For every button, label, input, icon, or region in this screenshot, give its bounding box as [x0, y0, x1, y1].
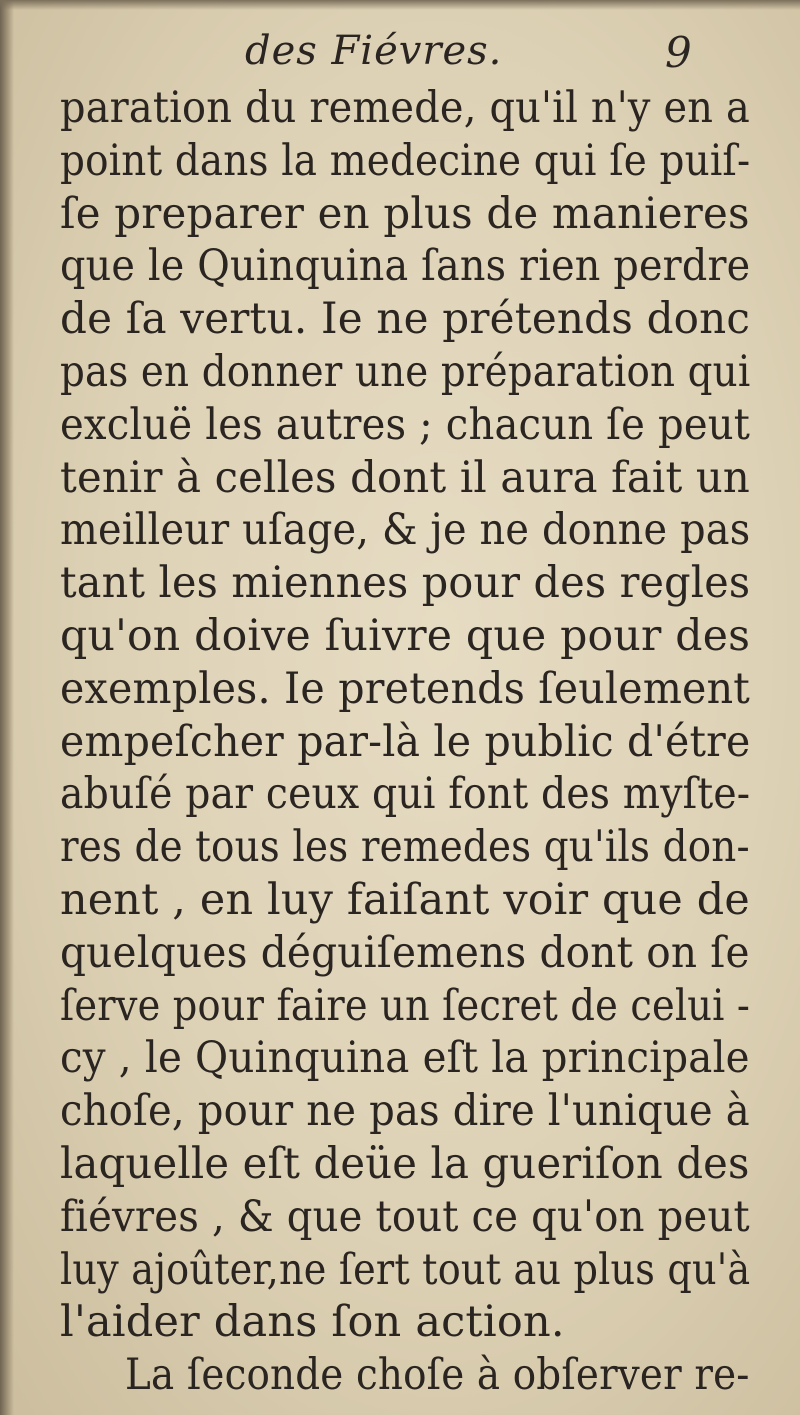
text-line: cy , le Quinquina eſt la principale	[60, 1033, 750, 1084]
text-line: ſe preparer en plus de manieres	[60, 188, 750, 239]
text-line: pas en donner une préparation qui	[60, 346, 751, 397]
text-line: tant les miennes pour des regles	[60, 558, 751, 609]
text-line: res de tous les remedes qu'ils don-	[60, 822, 750, 873]
text-line: abuſé par ceux qui font des myſte-	[60, 769, 751, 820]
text-line: empeſcher par-là le public d'étre	[60, 716, 751, 767]
running-title: des Fiévres.	[245, 28, 503, 74]
page-number: 9	[665, 28, 692, 77]
body-text	[60, 82, 750, 1402]
text-line-paragraph-start: La ſeconde choſe à obſerver re-	[125, 1350, 750, 1401]
text-line: exemples. Ie pretends ſeulement	[60, 663, 751, 714]
text-line: de ſa vertu. Ie ne prétends donc	[60, 294, 751, 345]
text-line: ſerve pour faire un ſecret de celui -	[60, 980, 751, 1031]
text-line: tenir à celles dont il aura fait un	[60, 452, 751, 503]
text-line: paration du remede, qu'il n'y en a	[60, 83, 750, 133]
text-line: que le Quinquina ſans rien perdre	[60, 241, 751, 292]
text-line: meilleur uſage, & je ne donne pas	[60, 505, 751, 556]
text-line: luy ajoûter,ne ſert tout au plus qu'à	[60, 1244, 751, 1295]
text-line: qu'on doive ſuivre que pour des	[60, 610, 751, 661]
text-line: choſe, pour ne pas dire l'unique à	[60, 1086, 750, 1137]
text-line: point dans la medecine qui ſe puiſ-	[60, 135, 751, 186]
text-line: fiévres , & que tout ce qu'on peut	[60, 1191, 750, 1242]
page-shadow-top	[0, 0, 800, 10]
page-shadow-left	[0, 0, 14, 1415]
text-line: l'aider dans ſon action.	[60, 1297, 565, 1348]
text-line: nent , en luy faiſant voir que de	[60, 874, 750, 925]
running-head	[0, 28, 800, 88]
text-line: excluë les autres ; chacun ſe peut	[60, 399, 751, 450]
text-line: quelques déguiſemens dont on ſe	[60, 927, 750, 978]
text-line: laquelle eſt deüe la gueriſon des	[60, 1138, 750, 1189]
